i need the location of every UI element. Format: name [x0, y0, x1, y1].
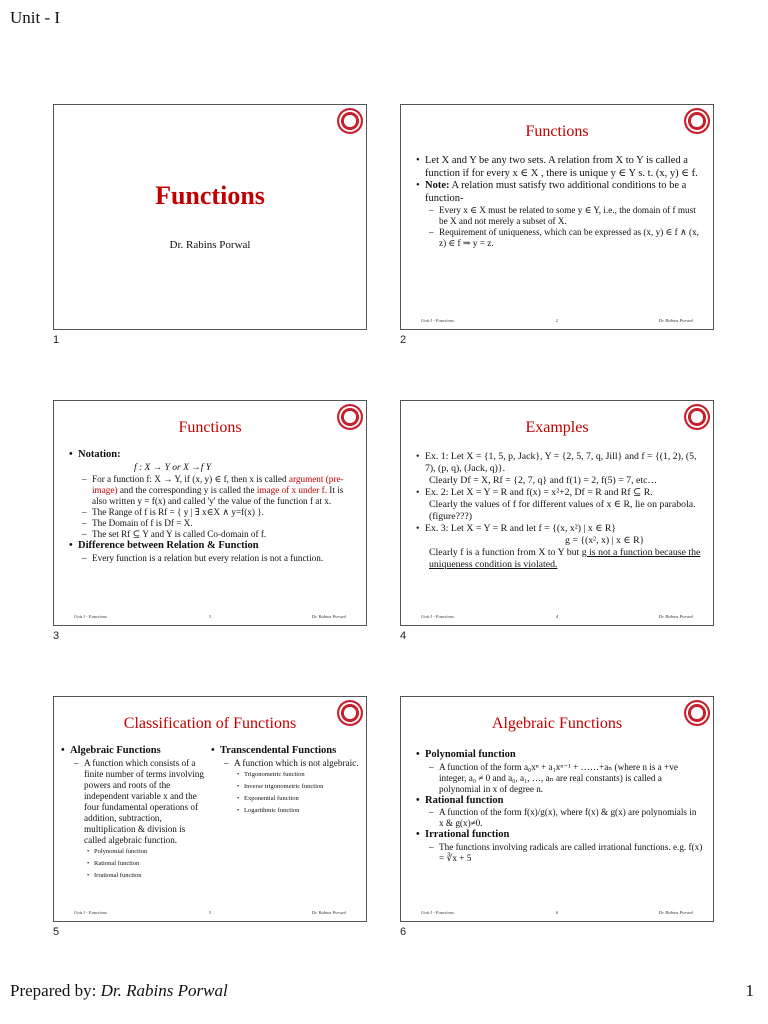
sub-bullet-text: – Requirement of uniqueness, which can be expressed as (x, y) ∈ f ∧ (x, z) ∈ f ⇒ y = z. [415, 227, 703, 249]
highlight-image: image of x under f. [256, 485, 327, 496]
slide-number: 2 [400, 334, 407, 346]
slide-footer [74, 614, 346, 619]
sub-bullet-text: – A function which consists of a finite number of terms involving powers and roots of the independent variable x and the four fundamental operations of addition, subtraction, multiplication & division is called algebraic function. [60, 758, 206, 846]
bullet-text: • Let X and Y be any two sets. A relation from X to Y is called a function if for every x ∈ X , there is unique y ∈ Y s. t. (x, y) ∈ f. [415, 155, 703, 180]
slide-footer [74, 910, 346, 915]
slide-number: 6 [400, 926, 407, 938]
slide-title: Functions [178, 419, 242, 436]
body-text: Clearly Df = X, Rf = {2, 7, q} and f(1) = 2, f(5) = 7, etc… [429, 475, 658, 486]
slide-title: Examples [525, 419, 589, 436]
slide-title: Functions [525, 123, 589, 140]
footer-page: 3 [208, 614, 212, 619]
slide-3 [53, 400, 367, 626]
note-text: A relation must satisfy two additional conditions to be a function- [425, 180, 687, 204]
left-column [60, 745, 206, 882]
footer-page: 2 [555, 318, 559, 323]
body-text [429, 547, 703, 571]
note-label: Note: [425, 180, 450, 192]
footer-left: Unit I - Functions [421, 910, 455, 915]
list-item: • Rational function [60, 858, 206, 870]
university-seal-icon [337, 108, 363, 134]
slide-footer [421, 318, 693, 323]
footer-left: Unit I - Functions [421, 614, 455, 619]
column-heading: • Algebraic Functions [60, 745, 206, 758]
prepared-by-label: Prepared by: [10, 981, 101, 1000]
slide-title: Algebraic Functions [491, 715, 623, 732]
list-item: • Inverse trigonometric function [210, 781, 360, 793]
slide-body [68, 449, 356, 564]
slide-author: Dr. Rabins Porwal [169, 239, 251, 251]
slide-number: 4 [400, 630, 407, 642]
list-item: • Trigonometric function [210, 769, 360, 781]
bullet-text: • Ex. 3: Let X = Y = R and let f = {(x, x²) | x ∈ R} [415, 523, 703, 535]
footer-page: 5 [208, 910, 212, 915]
slide-body [415, 451, 703, 571]
notation-formula: f : X → Y or X →f Y [134, 462, 212, 473]
slide-body [415, 155, 703, 249]
footer-page: 6 [555, 910, 559, 915]
prepared-by-author: Dr. Rabins Porwal [100, 981, 228, 1000]
prepared-by [10, 981, 228, 1001]
text: and the corresponding y is called the [119, 485, 255, 496]
slide-number: 5 [53, 926, 60, 938]
slide-4 [400, 400, 714, 626]
sub-bullet-text: – The Domain of f is Df = X. [68, 518, 356, 529]
slide-footer [421, 910, 693, 915]
footer-left: Unit I - Functions [421, 318, 455, 323]
footer-right: Dr. Rabins Porwal [658, 318, 693, 323]
list-item: • Irrational function [60, 870, 206, 882]
slide-title: Functions [155, 181, 265, 210]
body-text: Clearly the values of f for different values of x ∈ R, lie on parabola. (figure???) [429, 499, 696, 522]
slide-body [415, 749, 703, 864]
list-item: • Exponential function [210, 793, 360, 805]
slide-title: Classification of Functions [123, 715, 297, 732]
sub-bullet-text: – Every x ∈ X must be related to some y ∈ Y, i.e., the domain of f must be X and not merely a subset of X. [415, 205, 703, 227]
bullet-text: • Ex. 2: Let X = Y = R and f(x) = x²+2, Df = R and Rf ⊆ R. [415, 487, 703, 499]
column-heading: • Transcendental Functions [210, 745, 360, 758]
sub-bullet-text: – A function of the form f(x)/g(x), where f(x) & g(x) are polynomials in x & g(x)≠0. [415, 807, 703, 829]
page-header: Unit - I [10, 8, 61, 27]
text: For a function f: X → Y, if (x, y) ∈ f, then x is called [92, 474, 287, 485]
slide-5 [53, 696, 367, 922]
list-item: • Polynomial function [60, 846, 206, 858]
sub-bullet-text: – Every function is a relation but every relation is not a function. [68, 553, 356, 564]
text: It is also written y = f(x) and called 'y' the value of the function f at x. [92, 485, 344, 507]
footer-right: Dr. Rabins Porwal [311, 614, 346, 619]
sub-bullet-text: – The Range of f is Rf = { y | ∃ x∈X ∧ y=f(x) }. [68, 507, 356, 518]
sub-bullet-text: – The functions involving radicals are called irrational functions. e.g. f(x) = ∛x + 5 [415, 842, 703, 864]
footer-right: Dr. Rabins Porwal [311, 910, 346, 915]
slide-number: 1 [53, 334, 60, 346]
footer-right: Dr. Rabins Porwal [658, 614, 693, 619]
bullet-text: • Rational function [415, 795, 703, 808]
bullet-text: • Ex. 1: Let X = {1, 5, p, Jack}, Y = {2, 5, 7, q, Jill} and f = {(1, 2), (5, 7), (p, q), (Jack, q)}. [415, 451, 703, 475]
bullet-text: • Irrational function [415, 829, 703, 842]
footer-right: Dr. Rabins Porwal [658, 910, 693, 915]
underlined-conclusion: g is not a function because the uniqueness condition is violated. [429, 547, 701, 570]
sub-bullet-text: – The set Rf ⊆ Y and Y is called Co-domain of f. [68, 529, 356, 540]
page-number: 1 [745, 981, 754, 1000]
bullet-text: • Difference between Relation & Function [68, 540, 356, 553]
slide-number: 3 [53, 630, 60, 642]
slide-2 [400, 104, 714, 330]
slide-footer [421, 614, 693, 619]
body-text: g = {(x², x) | x ∈ R} [565, 535, 645, 546]
bullet-text: • Polynomial function [415, 749, 703, 762]
sub-bullet-text [68, 474, 356, 507]
bullet-text [415, 180, 703, 205]
text: Clearly f is a function from X to Y but [429, 547, 580, 558]
bullet-text: • Notation: [68, 449, 356, 462]
right-column [210, 745, 360, 817]
sub-bullet-text: – A function of the form a₀xⁿ + a₁xⁿ⁻¹ + ……+aₙ (where n is a +ve integer, a₀ ≠ 0 and a₀, a₁, …, aₙ are real constants) is called a polynomial in x of degree n. [415, 762, 703, 795]
footer-page: 4 [555, 614, 559, 619]
footer-left: Unit I - Functions [74, 614, 108, 619]
footer-left: Unit I - Functions [74, 910, 108, 915]
list-item: • Logarithmic function [210, 805, 360, 817]
highlight-argument: argument (pre-image) [92, 474, 344, 496]
slide-6 [400, 696, 714, 922]
slide-1 [53, 104, 367, 330]
sub-bullet-text: – A function which is not algebraic. [210, 758, 360, 769]
